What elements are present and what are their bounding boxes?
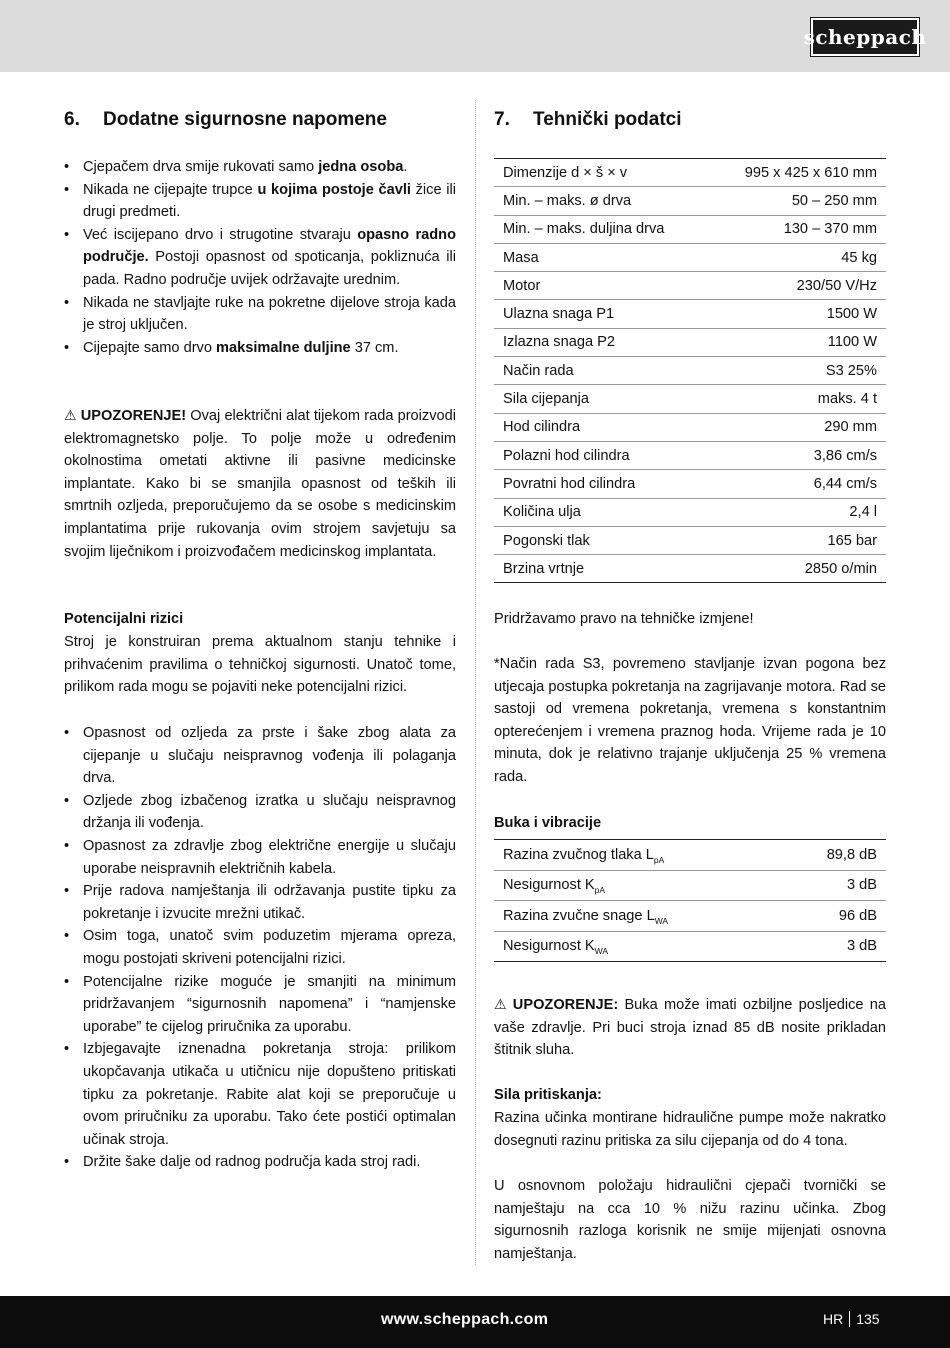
force-paragraph-2: U osnovnom položaju hidraulični cjepači tvornički se namještaju na cca 10 % nižu razinu učinka. Zbog sigurnosnih razloga korisnik ne smije mijenjati osnovna namještanja. (494, 1178, 886, 1262)
spec-label: Masa (503, 249, 539, 266)
table-row (494, 215, 886, 243)
spec-label: Razina zvučne snage $L_{WA}$ (503, 907, 669, 926)
spec-label: Brzina vrtnje (503, 560, 585, 577)
risks-heading: Potencijalni rizici (64, 611, 184, 627)
spec-label: Razina zvučnog tlaka $L_{pA}$ (503, 846, 665, 865)
spec-label: Sila cijepanja (503, 391, 589, 408)
spec-label: Dimenzije d × š × v (503, 164, 628, 181)
noise-warning (494, 993, 886, 1062)
subscript: WA (594, 946, 609, 957)
noise-table (494, 839, 886, 962)
spec-value: 3 dB (846, 877, 877, 894)
table-row (494, 413, 886, 441)
spec-label: Nesigurnost $K_{WA}$ (503, 938, 609, 957)
spec-label: Polazni hod cilindra (503, 447, 630, 464)
subscript: pA (653, 854, 665, 865)
safety-list (64, 156, 456, 359)
spec-label: Min. – maks. duljina drva (503, 221, 665, 238)
page-indicator (823, 1311, 880, 1327)
spec-value: 3,86 cm/s (813, 447, 877, 464)
table-row (494, 159, 886, 187)
spec-value: 130 – 370 mm (783, 221, 877, 238)
spec-value: 89,8 dB (826, 846, 877, 863)
noise-heading: Buka i vibracije (494, 815, 602, 831)
spec-value: 6,44 cm/s (813, 475, 877, 492)
table-row (494, 901, 886, 932)
list-item: • Držite šake dalje od radnog područja kada stroj radi. (64, 1151, 456, 1174)
page-separator (849, 1311, 850, 1327)
section-7-title (494, 109, 682, 131)
spec-label: Min. – maks. ø drva (503, 192, 632, 209)
list-item: • Izbjegavajte iznenadna pokretanja stroja: prilikom ukopčavanja utikača u utičnicu nije dopušteno pritiskati tipku za pokretanje. Rabite alat koji se preporučuje u ovom priručniku za uporabu. Tako ćete postići optimalan učinak stroja. (64, 1038, 456, 1151)
reserve-note: Pridržavamo pravo na tehničke izmjene! (494, 611, 754, 627)
warning-text: Ovaj električni alat tijekom rada proizvodi elektromagnetsko polje. To polje može u određenim okolnostima ometati aktivne ili pasivne medicinske implantate. Kako bi se smanjila opasnost od teških ili smrtnih ozljeda, preporučujemo da se osobe s medicinskim implantatima prije rukovanja ovim strojem savjetuju sa svojim liječnikom i proizvođačem medicinskog implantata. (64, 408, 456, 560)
list-item: • Nikada ne cijepajte trupce u kojima postoje čavli žice ili drugi predmeti. (64, 179, 456, 224)
table-row (494, 187, 886, 215)
brand-logo: scheppach (811, 18, 919, 56)
emf-warning (64, 404, 456, 563)
spec-value: 45 kg (841, 249, 877, 266)
spec-label: Povratni hod cilindra (503, 475, 636, 492)
list-item: • Cjepačem drva smije rukovati samo jedna osoba. (64, 156, 456, 179)
spec-value: 290 mm (824, 419, 877, 436)
force-heading: Sila pritiskanja: (494, 1087, 602, 1103)
mode-note: *Način rada S3, povremeno stavljanje izvan pogona bez utjecaja postupka pokretanja na zagrijavanje motora. Rad se sastoji od vremena pokretanja, vremena s konstantnim opterećenjem i vremena praznog hoda. Vrijeme rada je 10 minuta, dok je relativno trajanje uključenja 25 % vremena rada. (494, 656, 886, 785)
spec-value: S3 25% (825, 362, 877, 379)
list-item: • Već iscijepano drvo i strugotine stvaraju opasno radno područje. Postoji opasnost od spoticanja, pokliznuća ili pada. Radno područje uvijek održavajte urednim. (64, 224, 456, 292)
warning-text: Buka može imati ozbiljne posljedice na vaše zdravlje. Pri buci stroja iznad 85 dB nosite prikladan štitnik sluha. (494, 997, 886, 1059)
table-row (494, 385, 886, 413)
column-divider (475, 100, 477, 1265)
spec-value: maks. 4 t (817, 391, 877, 408)
table-row (494, 272, 886, 300)
table-row (494, 300, 886, 328)
spec-value: 1500 W (826, 306, 877, 323)
spec-label: Pogonski tlak (503, 532, 590, 549)
list-item: • Osim toga, unatoč svim poduzetim mjerama opreza, mogu postojati skriveni potencijalni rizici. (64, 925, 456, 970)
spec-label: Motor (503, 277, 541, 294)
website-link[interactable]: www.scheppach.com (381, 1311, 549, 1328)
section-title-text: Dodatne sigurnosne napomene (103, 109, 387, 130)
table-row (494, 357, 886, 385)
language-code: HR (823, 1311, 844, 1327)
page-number: 135 (856, 1311, 880, 1327)
spec-value: 2850 o/min (804, 560, 877, 577)
subscript: pA (594, 885, 606, 896)
section-number: 6. (64, 109, 80, 130)
spec-label: Nesigurnost $K_{pA}$ (503, 877, 606, 896)
spec-value: 230/50 V/Hz (796, 277, 877, 294)
table-row (494, 328, 886, 356)
table-row (494, 441, 886, 469)
spec-value: 1100 W (827, 334, 877, 351)
list-item: • Cijepajte samo drvo maksimalne duljine 37 cm. (64, 337, 456, 360)
list-item: • Opasnost za zdravlje zbog električne energije u slučaju uporabe neispravnih električnih kabela. (64, 835, 456, 880)
tech-data-table (494, 158, 886, 583)
subscript: WA (654, 915, 669, 926)
table-row (494, 870, 886, 901)
risks-list (64, 722, 456, 1174)
table-row (494, 498, 886, 526)
table-row (494, 840, 886, 871)
table-row (494, 931, 886, 962)
spec-label: Izlazna snaga P2 (503, 334, 615, 351)
table-row (494, 555, 886, 583)
section-number: 7. (494, 109, 510, 130)
section-title-text: Tehnički podatci (533, 109, 682, 130)
spec-label: Ulazna snaga P1 (503, 306, 615, 323)
warning-label: UPOZORENJE! (80, 408, 187, 424)
table-row (494, 243, 886, 271)
warning-triangle-icon: ⚠ (494, 996, 507, 1012)
list-item: • Opasnost od ozljeda za prste i šake zbog alata za cijepanje u slučaju neispravnog vođenja ili polaganja drva. (64, 722, 456, 790)
footer-bar (0, 1296, 950, 1348)
list-item: • Prije radova namještanja ili održavanja pustite tipku za pokretanje i izvucite mrežni utikač. (64, 880, 456, 925)
force-paragraph-1: Razina učinka montirane hidraulične pumpe može nakratko dosegnuti razinu pritiska za silu cijepanja od do 4 tona. (494, 1110, 886, 1149)
section-6-title (64, 109, 387, 131)
spec-value: 96 dB (838, 907, 877, 924)
spec-value: 995 x 425 x 610 mm (744, 164, 877, 181)
list-item: • Ozljede zbog izbačenog izratka u slučaju neispravnog držanja ili vođenja. (64, 790, 456, 835)
spec-label: Količina ulja (503, 504, 581, 521)
spec-value: 50 – 250 mm (791, 192, 877, 209)
warning-label: UPOZORENJE: (512, 997, 619, 1013)
spec-label: Način rada (503, 362, 574, 379)
table-row (494, 470, 886, 498)
spec-value: 2,4 l (849, 504, 877, 521)
list-item: • Potencijalne rizike moguće je smanjiti na minimum pridržavanjem “sigurnosnih napomena” i “namjenske uporabe” te cijelog priručnika za uporabu. (64, 971, 456, 1039)
spec-value: 3 dB (846, 938, 877, 955)
table-row (494, 526, 886, 554)
header-bar (0, 0, 950, 72)
list-item: • Nikada ne stavljajte ruke na pokretne dijelove stroja kada je stroj uključen. (64, 292, 456, 337)
spec-value: 165 bar (827, 532, 877, 549)
spec-label: Hod cilindra (503, 419, 581, 436)
risks-intro: Stroj je konstruiran prema aktualnom stanju tehnike i prihvaćenim pravilima o tehničkoj sigurnosti. Unatoč tome, prilikom rada mogu se pojaviti neke potencijalni rizici. (64, 634, 456, 696)
warning-triangle-icon: ⚠ (64, 407, 77, 423)
